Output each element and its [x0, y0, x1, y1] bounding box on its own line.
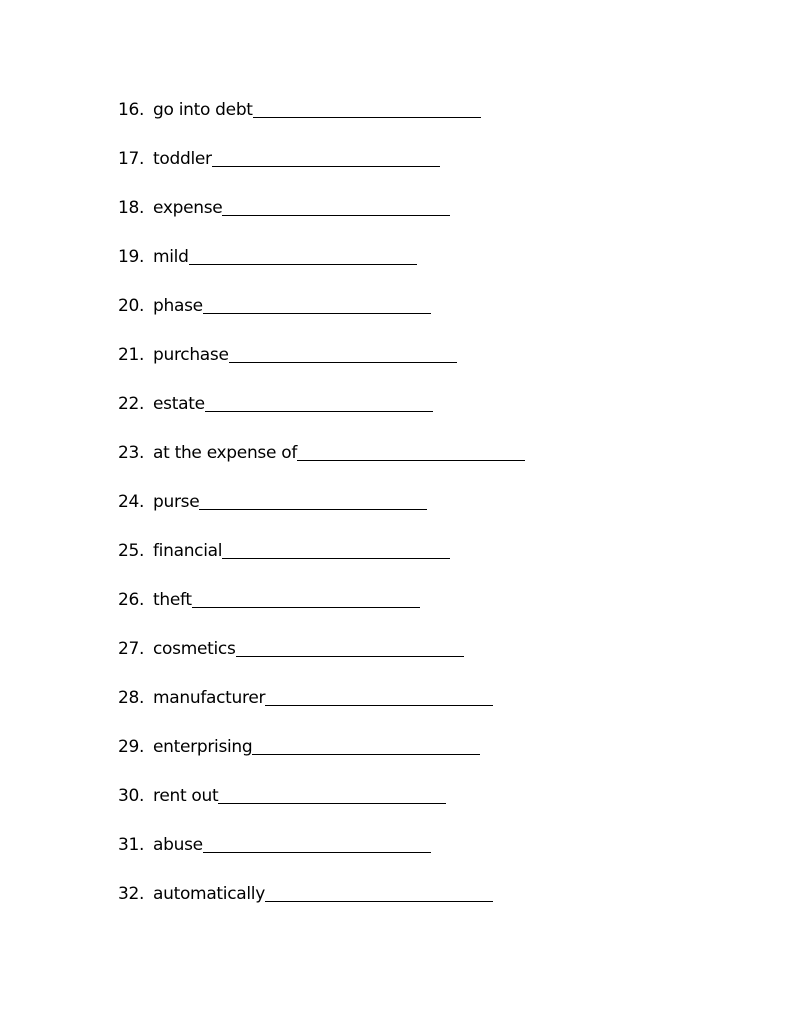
- item-term: enterprising: [153, 737, 253, 757]
- item-term: at the expense of: [153, 443, 298, 463]
- item-term: manufacturer: [153, 688, 266, 708]
- list-item: [118, 367, 758, 416]
- answer-blank[interactable]: [199, 491, 427, 510]
- list-item: [118, 171, 758, 220]
- list-item: [118, 612, 758, 661]
- item-number: 29.: [118, 737, 145, 757]
- item-number: 32.: [118, 884, 145, 904]
- answer-blank[interactable]: [229, 344, 457, 363]
- list-item: [118, 122, 758, 171]
- answer-blank[interactable]: [252, 736, 480, 755]
- item-term: mild: [153, 247, 189, 267]
- list-item: [118, 808, 758, 857]
- list-item: [118, 96, 758, 122]
- list-item: [118, 759, 758, 808]
- list-item: [118, 563, 758, 612]
- list-item: [118, 220, 758, 269]
- answer-blank[interactable]: [189, 246, 417, 265]
- list-item: [118, 269, 758, 318]
- list-item: [118, 661, 758, 710]
- item-term: estate: [153, 394, 205, 414]
- item-number: 25.: [118, 541, 145, 561]
- answer-blank[interactable]: [218, 785, 446, 804]
- item-number: 27.: [118, 639, 145, 659]
- item-number: 30.: [118, 786, 145, 806]
- list-item: [118, 416, 758, 465]
- item-term: financial: [153, 541, 223, 561]
- item-term: automatically: [153, 884, 265, 904]
- item-number: 17.: [118, 149, 145, 169]
- list-item: [118, 710, 758, 759]
- answer-blank[interactable]: [222, 197, 450, 216]
- list-item: [118, 857, 758, 906]
- item-number: 28.: [118, 688, 145, 708]
- item-number: 23.: [118, 443, 145, 463]
- item-number: 16.: [118, 100, 145, 120]
- item-number: 21.: [118, 345, 145, 365]
- answer-blank[interactable]: [253, 99, 481, 118]
- item-number: 22.: [118, 394, 145, 414]
- item-number: 26.: [118, 590, 145, 610]
- answer-blank[interactable]: [265, 687, 493, 706]
- answer-blank[interactable]: [297, 442, 525, 461]
- item-term: cosmetics: [153, 639, 236, 659]
- item-term: rent out: [153, 786, 219, 806]
- answer-blank[interactable]: [203, 295, 431, 314]
- answer-blank[interactable]: [222, 540, 450, 559]
- item-term: go into debt: [153, 100, 253, 120]
- answer-blank[interactable]: [265, 883, 493, 902]
- vocabulary-list: [118, 96, 758, 906]
- list-item: [118, 514, 758, 563]
- item-term: purchase: [153, 345, 229, 365]
- item-number: 31.: [118, 835, 145, 855]
- item-number: 18.: [118, 198, 145, 218]
- item-number: 20.: [118, 296, 145, 316]
- answer-blank[interactable]: [192, 589, 420, 608]
- list-item: [118, 318, 758, 367]
- item-term: phase: [153, 296, 203, 316]
- answer-blank[interactable]: [212, 148, 440, 167]
- answer-blank[interactable]: [205, 393, 433, 412]
- item-term: toddler: [153, 149, 212, 169]
- list-item: [118, 465, 758, 514]
- item-term: expense: [153, 198, 223, 218]
- answer-blank[interactable]: [203, 834, 431, 853]
- item-term: theft: [153, 590, 192, 610]
- item-number: 24.: [118, 492, 145, 512]
- answer-blank[interactable]: [236, 638, 464, 657]
- item-term: abuse: [153, 835, 203, 855]
- item-number: 19.: [118, 247, 145, 267]
- item-term: purse: [153, 492, 200, 512]
